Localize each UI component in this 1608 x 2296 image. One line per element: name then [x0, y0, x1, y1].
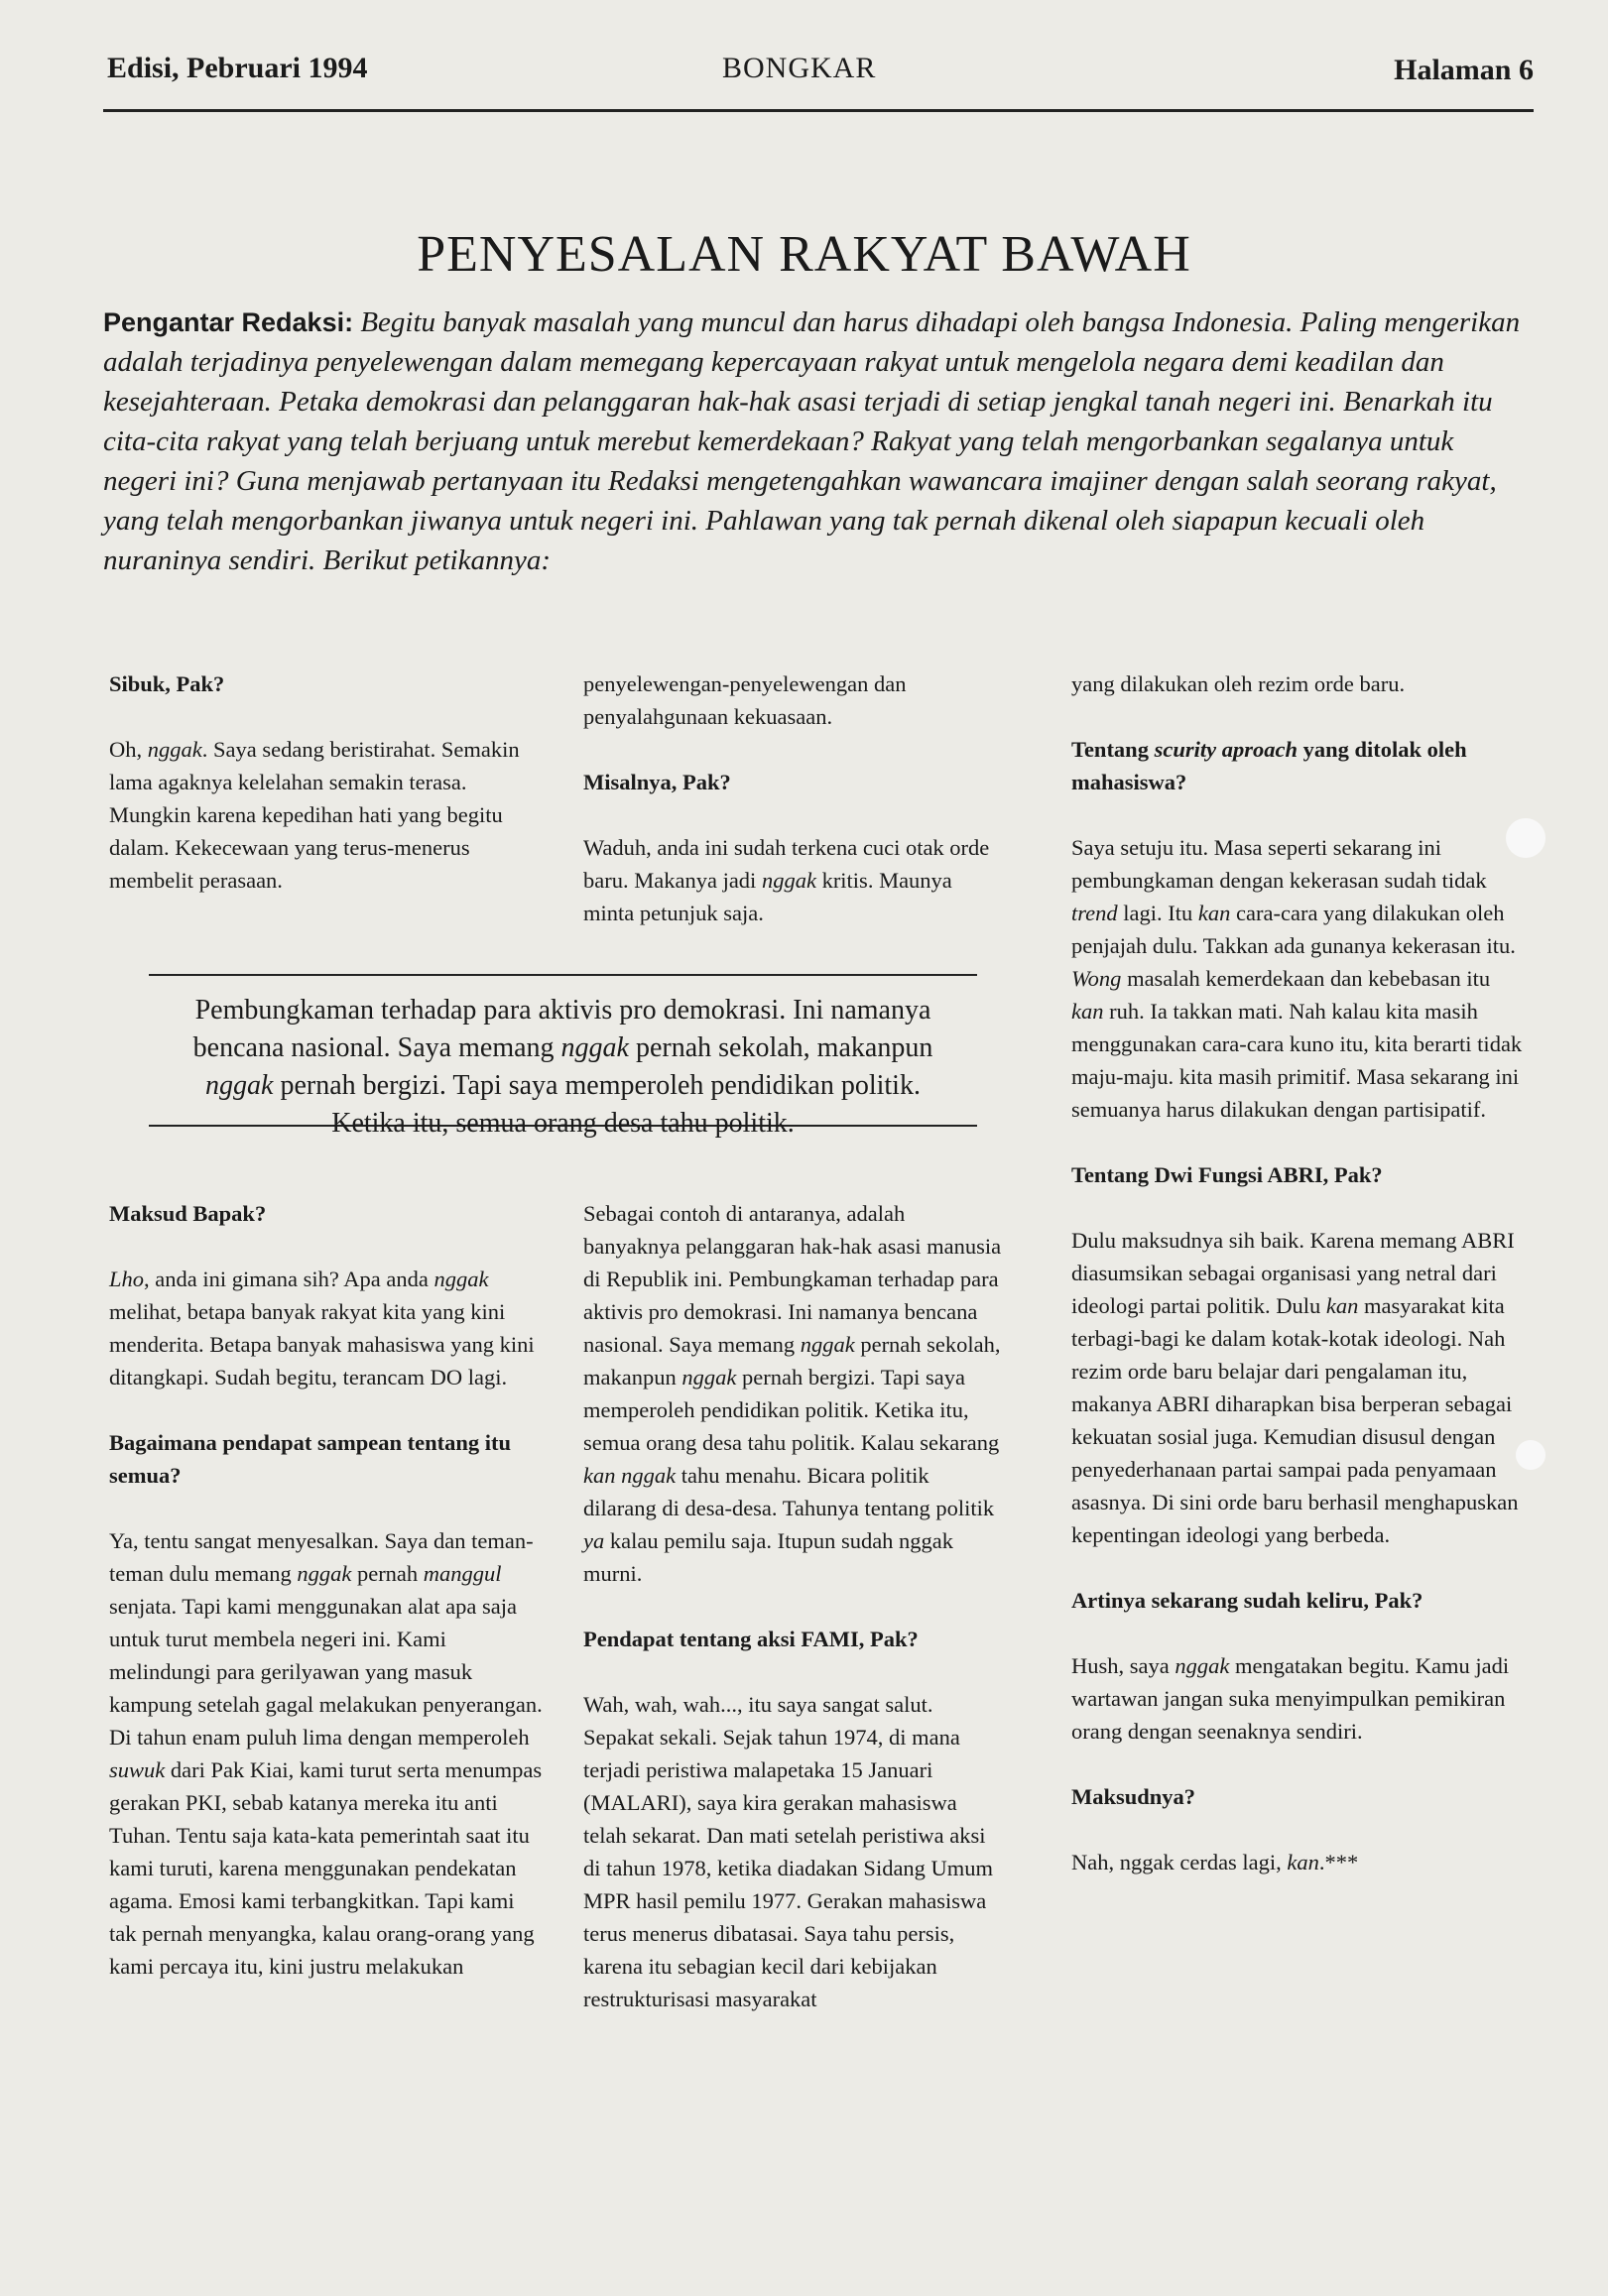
answer: Ya, tentu sangat menyesalkan. Saya dan teman-teman dulu memang nggak pernah manggul senjata. Tapi kami menggunakan alat apa saja untuk turut membela negeri ini. Kami melindungi para gerilyawan yang masuk kampung setelah gagal melakukan penyerangan. Di tahun enam puluh lima dengan memperoleh suwuk dari Pak Kiai, kami turut serta menumpas gerakan PKI, sebab katanya mereka itu anti Tuhan. Tentu saja kata-kata pemerintah saat itu kami turuti, karena menggunakan pendekatan agama. Emosi kami terbangkitkan. Tapi kami tak pernah menyangka, kalau orang-orang yang kami percaya itu, kini justru melakukan — [109, 1528, 543, 1979]
column-2-bottom — [583, 1197, 1002, 2048]
question: Tentang scurity aproach yang ditolak oleh mahasiswa? — [1071, 737, 1467, 794]
edition-date: Edisi, Pebruari 1994 — [107, 52, 368, 84]
answer: Lho, anda ini gimana sih? Apa anda nggak melihat, betapa banyak rakyat kita yang kini menderita. Betapa banyak mahasiswa yang kini ditangkapi. Sudah begitu, terancam DO lagi. — [109, 1267, 535, 1390]
column-1-bottom — [109, 1197, 546, 2015]
question: Pendapat tentang aksi FAMI, Pak? — [583, 1627, 919, 1651]
answer: Nah, nggak cerdas lagi, kan.*** — [1071, 1850, 1359, 1874]
question: Maksudnya? — [1071, 1784, 1196, 1809]
pull-quote — [149, 974, 977, 1139]
pull-quote-line: nggak pernah bergizi. Tapi saya memperoleh pendidikan politik. — [205, 1070, 921, 1101]
answer: penyelewengan-penyelewengan dan penyalahgunaan kekuasaan. — [583, 671, 907, 729]
answer: Wah, wah, wah..., itu saya sangat salut. Sepakat sekali. Sejak tahun 1974, di mana terjadi peristiwa malapetaka 15 Januari (MALARI), saya kira gerakan mahasiswa telah sekarat. Dan mati setelah peristiwa aksi di tahun 1978, ketika diadakan Sidang Umum MPR hasil pemilu 1977. Gerakan mahasiswa terus menerus dibatasai. Saya tahu persis, karena itu sebagian kecil dari kebijakan restrukturisasi masyarakat — [583, 1692, 994, 2011]
answer: yang dilakukan oleh rezim orde baru. — [1071, 671, 1406, 696]
answer: Sebagai contoh di antaranya, adalah banyaknya pelanggaran hak-hak asasi manusia di Republik ini. Pembungkaman terhadap para aktivis pro demokrasi. Ini namanya bencana nasional. Saya memang nggak pernah sekolah, makanpun nggak pernah bergizi. Tapi saya memperoleh pendidikan politik. Ketika itu, semua orang desa tahu politik. Kalau sekarang kan nggak tahu menahu. Bicara politik dilarang di desa-desa. Tahunya tentang politik ya kalau pemilu saja. Itupun sudah nggak murni. — [583, 1201, 1002, 1586]
pull-quote-line: Ketika itu, semua orang desa tahu politik. — [331, 1108, 795, 1139]
answer: Dulu maksudnya sih baik. Karena memang ABRI diasumsikan sebagai organisasi yang netral dari ideologi partai politik. Dulu kan masyarakat kita terbagi-bagi ke dalam kotak-kotak ideologi. Nah rezim orde baru belajar dari pengalaman itu, makanya ABRI diharapkan bisa berperan sebagai kekuatan sosial juga. Kemudian disusul dengan penyederhanaan partai sampai pada penyamaan asasnya. Di sini orde baru berhasil menghapuskan kepentingan ideologi yang berbeda. — [1071, 1228, 1519, 1547]
pull-quote-line: Pembungkaman terhadap para aktivis pro demokrasi. Ini namanya — [194, 995, 931, 1026]
answer: Saya setuju itu. Masa seperti sekarang ini pembungkaman dengan kekerasan sudah tidak trend lagi. Itu kan cara-cara yang dilakukan oleh penjajah dulu. Takkan ada gunanya kekerasan itu. Wong masalah kemerdekaan dan kebebasan itu kan ruh. Ia takkan mati. Nah kalau kita masih menggunakan cara-cara kuno itu, kita berarti tidak maju-maju. kita masih primitif. Masa sekarang ini semuanya harus dilakukan dengan partisipatif. — [1071, 835, 1523, 1122]
editor-intro — [103, 302, 1534, 580]
question: Maksud Bapak? — [109, 1201, 267, 1226]
header-rule — [103, 109, 1534, 112]
question: Bagaimana pendapat sampean tentang itu semua? — [109, 1430, 512, 1488]
question: Tentang Dwi Fungsi ABRI, Pak? — [1071, 1162, 1383, 1187]
question: Misalnya, Pak? — [583, 770, 731, 794]
answer: Oh, nggak. Saya sedang beristirahat. Semakin lama agaknya kelelahan semakin terasa. Mungkin karena kepedihan hati yang begitu dalam. Kekecewaan yang terus-menerus membelit perasaan. — [109, 737, 520, 893]
column-2-top — [583, 667, 1002, 962]
column-1-top — [109, 667, 546, 929]
publication-name: BONGKAR — [722, 52, 877, 84]
page-number: Halaman 6 — [1394, 54, 1534, 86]
punch-hole-mark — [1506, 818, 1546, 858]
pull-quote-line: bencana nasional. Saya memang nggak pernah sekolah, makanpun — [192, 1032, 933, 1063]
article-title: PENYESALAN RAKYAT BAWAH — [417, 225, 1191, 283]
intro-lead: Pengantar Redaksi: — [103, 307, 354, 337]
answer: Waduh, anda ini sudah terkena cuci otak orde baru. Makanya jadi nggak kritis. Maunya minta petunjuk saja. — [583, 835, 990, 925]
question: Sibuk, Pak? — [109, 671, 225, 696]
answer: Hush, saya nggak mengatakan begitu. Kamu jadi wartawan jangan suka menyimpulkan pemikiran orang dengan seenaknya sendiri. — [1071, 1653, 1510, 1744]
punch-hole-mark — [1516, 1440, 1546, 1470]
question: Artinya sekarang sudah keliru, Pak? — [1071, 1588, 1423, 1613]
intro-text: Begitu banyak masalah yang muncul dan harus dihadapi oleh bangsa Indonesia. Paling mengerikan adalah terjadinya penyelewengan dalam memegang kepercayaan rakyat untuk mengelola negara demi keadilan dan kesejahteraan. Petaka demokrasi dan pelanggaran hak-hak asasi terjadi di setiap jengkal tanah negeri ini. Benarkah itu cita-cita rakyat yang telah berjuang untuk merebut kemerdekaan? Rakyat yang telah mengorbankan segalanya untuk negeri ini? Guna menjawab pertanyaan itu Redaksi mengetengahkan wawancara imajiner dengan salah seorang rakyat, yang telah mengorbankan jiwanya untuk negeri ini. Pahlawan yang tak pernah dikenal oleh siapapun kecuali oleh nuraninya sendiri. Berikut petikannya: — [103, 306, 1521, 576]
column-3 — [1071, 667, 1528, 1911]
page-header — [107, 52, 1534, 101]
